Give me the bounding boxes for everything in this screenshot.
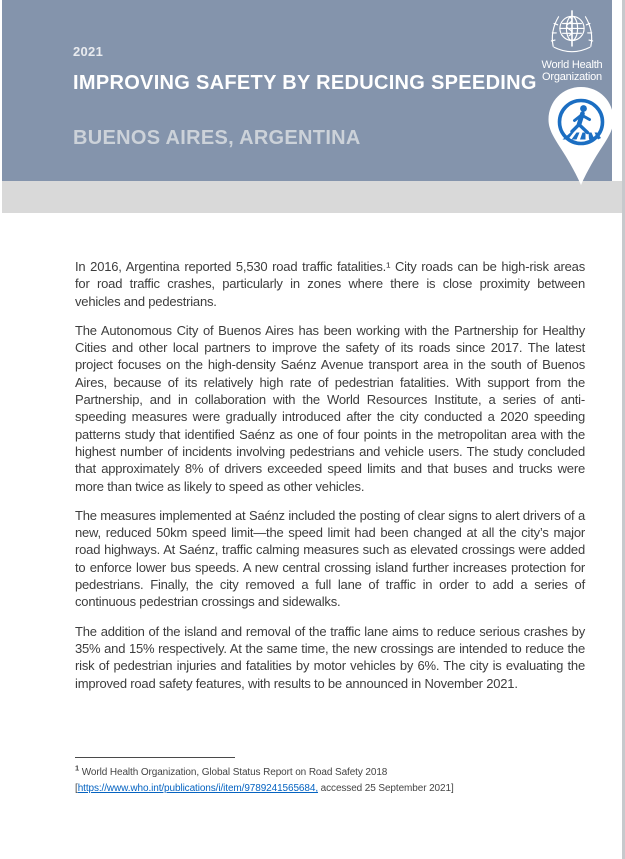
footnote-text: World Health Organization, Global Status Report on Road Safety 2018 xyxy=(79,767,388,778)
footnote-access-date: accessed 25 September 2021] xyxy=(318,783,454,794)
who-logo-text-line1: World Health xyxy=(541,59,603,71)
report-year: 2021 xyxy=(73,44,104,59)
footnote-line-2 xyxy=(75,781,585,797)
footnote-divider xyxy=(75,757,235,758)
divider-band xyxy=(2,181,622,213)
report-title: IMPROVING SAFETY BY REDUCING SPEEDING xyxy=(73,72,537,94)
paragraph-4: The addition of the island and removal of the traffic lane aims to reduce serious crashes by 35% and 15% respectively. At the same time, the new crossings are intended to reduce the risk of pedestrian injuries and fatalities by motor vehicles by 6%. The city is evaluating the improved road safety features, with results to be announced in November 2021. xyxy=(75,623,585,691)
paragraph-3: The measures implemented at Saénz included the posting of clear signs to alert drivers of a new, reduced 50km speed limit—the speed limit had been changed at all the city’s major road highways. At Saénz, traffic calming measures such as elevated crossings were added to enforce lower bus speeds. A new central crossing island further increases protection for pedestrians. Finally, the city removed a full lane of traffic in order to add a series of continuous pedestrian crossings and sidewalks. xyxy=(75,507,585,610)
footnote-bracket: [ xyxy=(75,783,78,794)
footnote-marker: 1 xyxy=(75,763,80,773)
footnote-line-1 xyxy=(75,765,585,781)
footnote xyxy=(75,757,585,797)
body-content xyxy=(75,258,585,704)
paragraph-1: In 2016, Argentina reported 5,530 road traffic fatalities.¹ City roads can be high-risk areas for road traffic crashes, particularly in zones where there is close proximity between vehicles and pedestrians. xyxy=(75,259,585,309)
footnote-link[interactable]: https://www.who.int/publications/i/item/9789241565684, xyxy=(77,783,318,794)
paragraph-2: The Autonomous City of Buenos Aires has been working with the Partnership for Healthy Cities and other local partners to improve the safety of its roads since 2017. The latest project focuses on the high-density Saénz Avenue transport area in the south of Buenos Aires, because of its relatively high rate of pedestrian fatalities. With support from the Partnership, and in collaboration with the World Resources Institute, a series of anti-speeding measures were gradually introduced after the city conducted a 2020 speeding patterns study that identified Saénz as one of four points in the metropolitan area with the highest number of incidents involving pedestrians and vehicle users. The study concluded that approximately 8% of drivers exceeded speed limits and that buses and trucks were more than twice as likely to speed as other vehicles. xyxy=(75,322,585,494)
who-logo-text-line2: Organization xyxy=(542,70,602,83)
report-subtitle: BUENOS AIRES, ARGENTINA xyxy=(73,127,361,149)
who-logo xyxy=(532,6,612,83)
pedestrian-crossing-pin-icon xyxy=(545,86,617,186)
who-emblem-icon xyxy=(545,6,599,58)
